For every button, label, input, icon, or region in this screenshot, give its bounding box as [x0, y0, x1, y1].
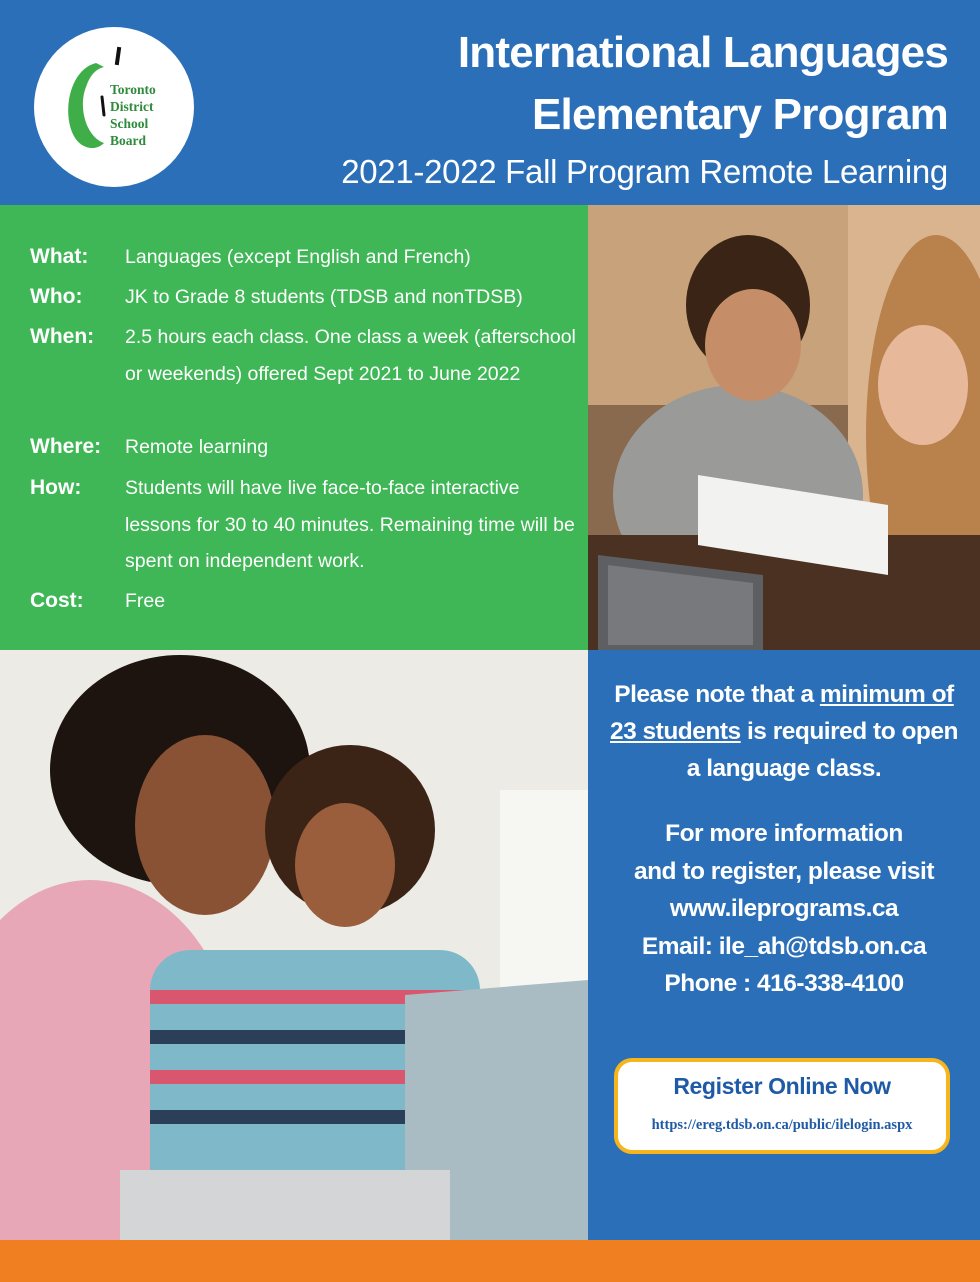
header-banner — [0, 0, 980, 205]
info-contact-panel — [588, 650, 980, 1240]
logo-wordmark: Toronto District School Board — [110, 82, 156, 148]
register-title: Register Online Now — [673, 1073, 891, 1099]
register-url-link[interactable]: https://ereg.tdsb.on.ca/public/ilelogin.aspx — [651, 1117, 913, 1133]
where-value: Remote learning — [125, 436, 269, 458]
page-subtitle: 2021-2022 Fall Program Remote Learning — [341, 153, 948, 190]
program-info-panel — [0, 205, 588, 650]
how-value: Students will have live face-to-face interactive lessons for 30 to 40 minutes. Remaining time will be spent on independent work. — [125, 477, 575, 572]
when-value: 2.5 hours each class. One class a week (afterschool or weekends) offered Sept 2021 to June 2022 — [125, 326, 576, 385]
phone-text: Phone : 416-338-4100 — [664, 970, 904, 997]
email-text[interactable]: Email: ile_ah@tdsb.on.ca — [641, 932, 927, 960]
footer-bar — [0, 1240, 980, 1282]
cost-label: Cost: — [30, 589, 84, 612]
photo-mother-daughter-laptop — [0, 650, 588, 1240]
what-value: Languages (except English and French) — [125, 246, 471, 268]
tdsb-logo — [34, 27, 194, 187]
minimum-students-emphasis: minimum of 23 students — [610, 681, 954, 745]
cost-value: Free — [125, 590, 166, 612]
website-link[interactable]: www.ileprograms.ca — [669, 895, 899, 922]
more-info-line2: and to register, please visit — [633, 857, 935, 885]
page-title-line2: Elementary Program — [532, 90, 948, 139]
minimum-students-note: Please note that a minimum of 23 students is required to open a language class. — [610, 681, 958, 782]
more-info-line1: For more information — [665, 820, 903, 847]
contact-info — [598, 815, 970, 1003]
when-label: When: — [30, 325, 95, 348]
who-value: JK to Grade 8 students (TDSB and nonTDSB) — [125, 286, 523, 308]
how-label: How: — [30, 476, 82, 499]
where-label: Where: — [30, 435, 102, 458]
what-label: What: — [30, 245, 89, 268]
photo-boy-studying — [588, 205, 980, 650]
who-label: Who: — [30, 285, 83, 308]
page-title-line1: International Languages — [457, 28, 948, 77]
register-online-button[interactable] — [614, 1058, 950, 1154]
